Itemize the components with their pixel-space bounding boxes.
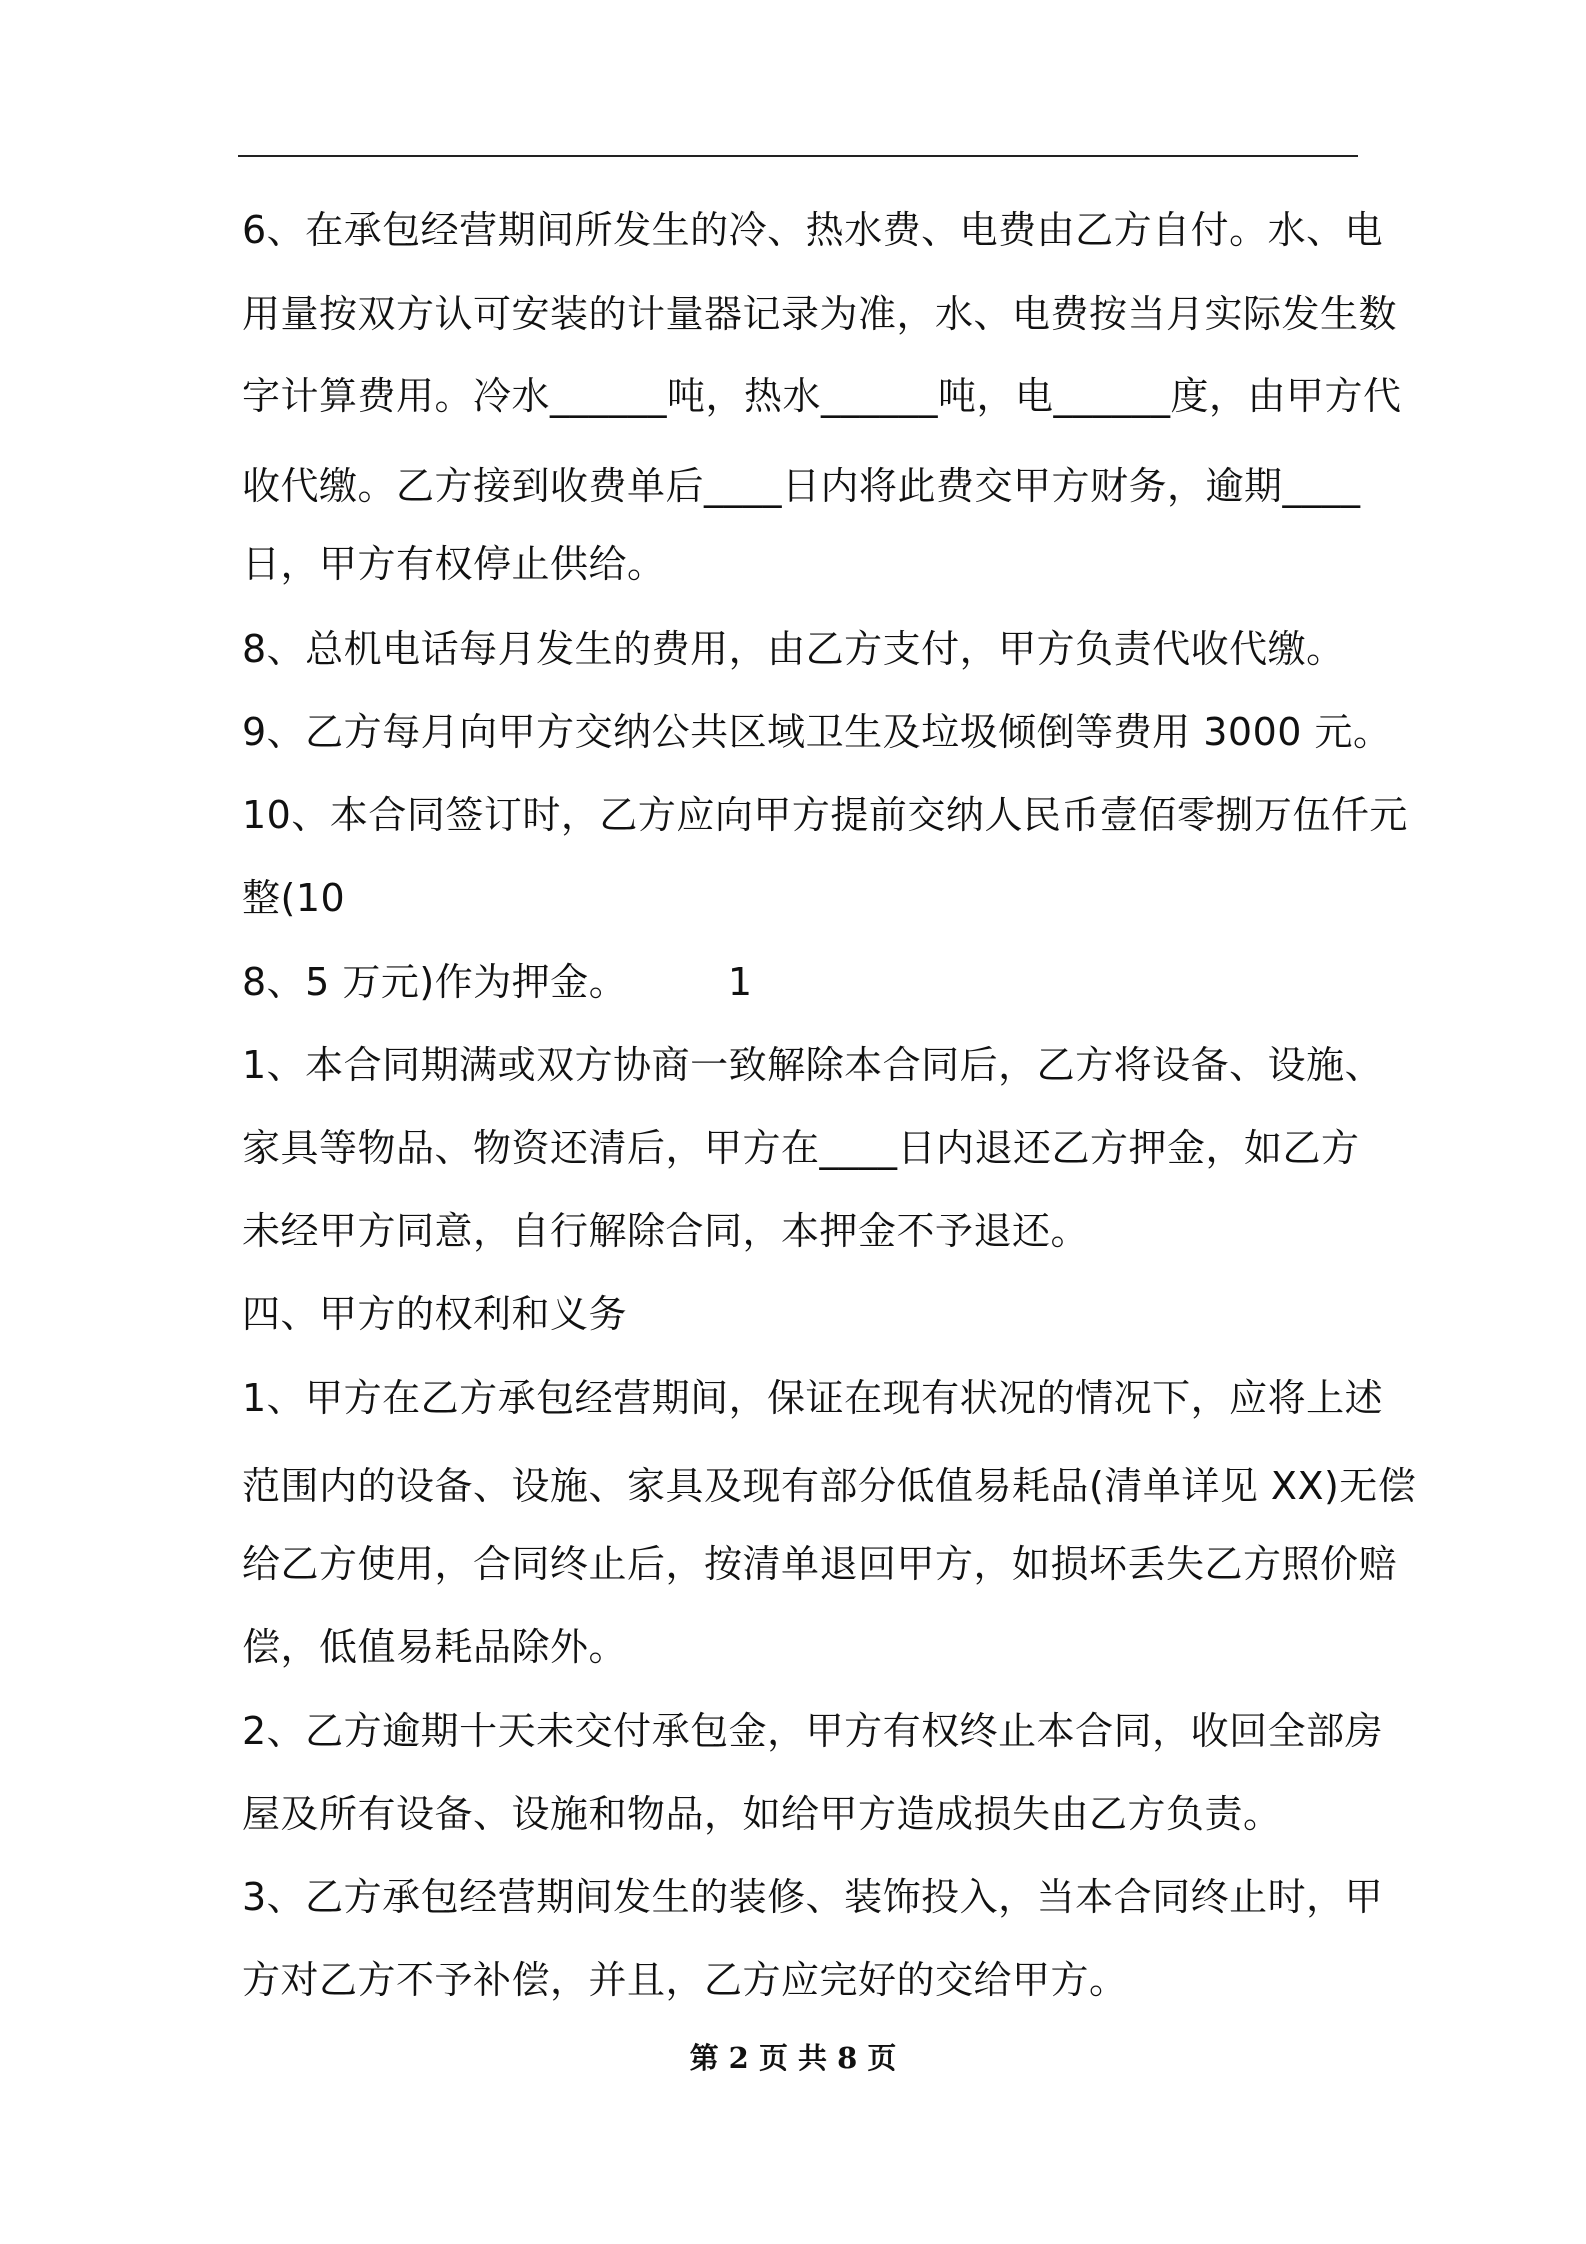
text-line: 用量按双方认可安装的计量器记录为准，水、电费按当月实际发生数 [242, 292, 1398, 336]
text-line: 10、本合同签订时，乙方应向甲方提前交纳人民币壹佰零捌万伍仟元 [242, 793, 1408, 837]
text-line: 2、乙方逾期十天未交付承包金，甲方有权终止本合同，收回全部房 [242, 1709, 1384, 1753]
section-heading: 四、甲方的权利和义务 [242, 1292, 628, 1336]
text-line: 字计算费用。冷水______吨，热水______吨，电______度，由甲方代 [242, 374, 1402, 418]
text-line: 范围内的设备、设施、家具及现有部分低值易耗品(清单详见 XX)无偿 [242, 1464, 1417, 1508]
text-line: 日，甲方有权停止供给。 [242, 542, 666, 586]
text-line: 屋及所有设备、设施和物品，如给甲方造成损失由乙方负责。 [242, 1792, 1282, 1836]
text-line: 1、本合同期满或双方协商一致解除本合同后，乙方将设备、设施、 [242, 1043, 1384, 1087]
text-line: 8、5 万元)作为押金。 1 [242, 960, 753, 1004]
text-line: 家具等物品、物资还清后，甲方在____日内退还乙方押金，如乙方 [242, 1126, 1360, 1170]
header-rule [238, 155, 1358, 157]
text-line: 6、在承包经营期间所发生的冷、热水费、电费由乙方自付。水、电 [242, 208, 1384, 252]
text-line: 8、总机电话每月发生的费用，由乙方支付，甲方负责代收代缴。 [242, 627, 1345, 671]
text-line: 偿，低值易耗品除外。 [242, 1625, 628, 1669]
text-line: 3、乙方承包经营期间发生的装修、装饰投入，当本合同终止时，甲 [242, 1875, 1384, 1919]
text-line: 1、甲方在乙方承包经营期间，保证在现有状况的情况下，应将上述 [242, 1376, 1384, 1420]
text-line: 给乙方使用，合同终止后，按清单退回甲方，如损坏丢失乙方照价赔 [242, 1542, 1398, 1586]
text-line: 收代缴。乙方接到收费单后____日内将此费交甲方财务，逾期____ [242, 464, 1361, 508]
text-line: 整(10 [242, 876, 346, 920]
page-number: 第 2 页 共 8 页 [689, 2041, 897, 2075]
text-line: 未经甲方同意，自行解除合同，本押金不予退还。 [242, 1209, 1090, 1253]
text-line: 方对乙方不予补偿，并且，乙方应完好的交给甲方。 [242, 1958, 1128, 2002]
text-line: 9、乙方每月向甲方交纳公共区域卫生及垃圾倾倒等费用 3000 元。 [242, 710, 1392, 754]
